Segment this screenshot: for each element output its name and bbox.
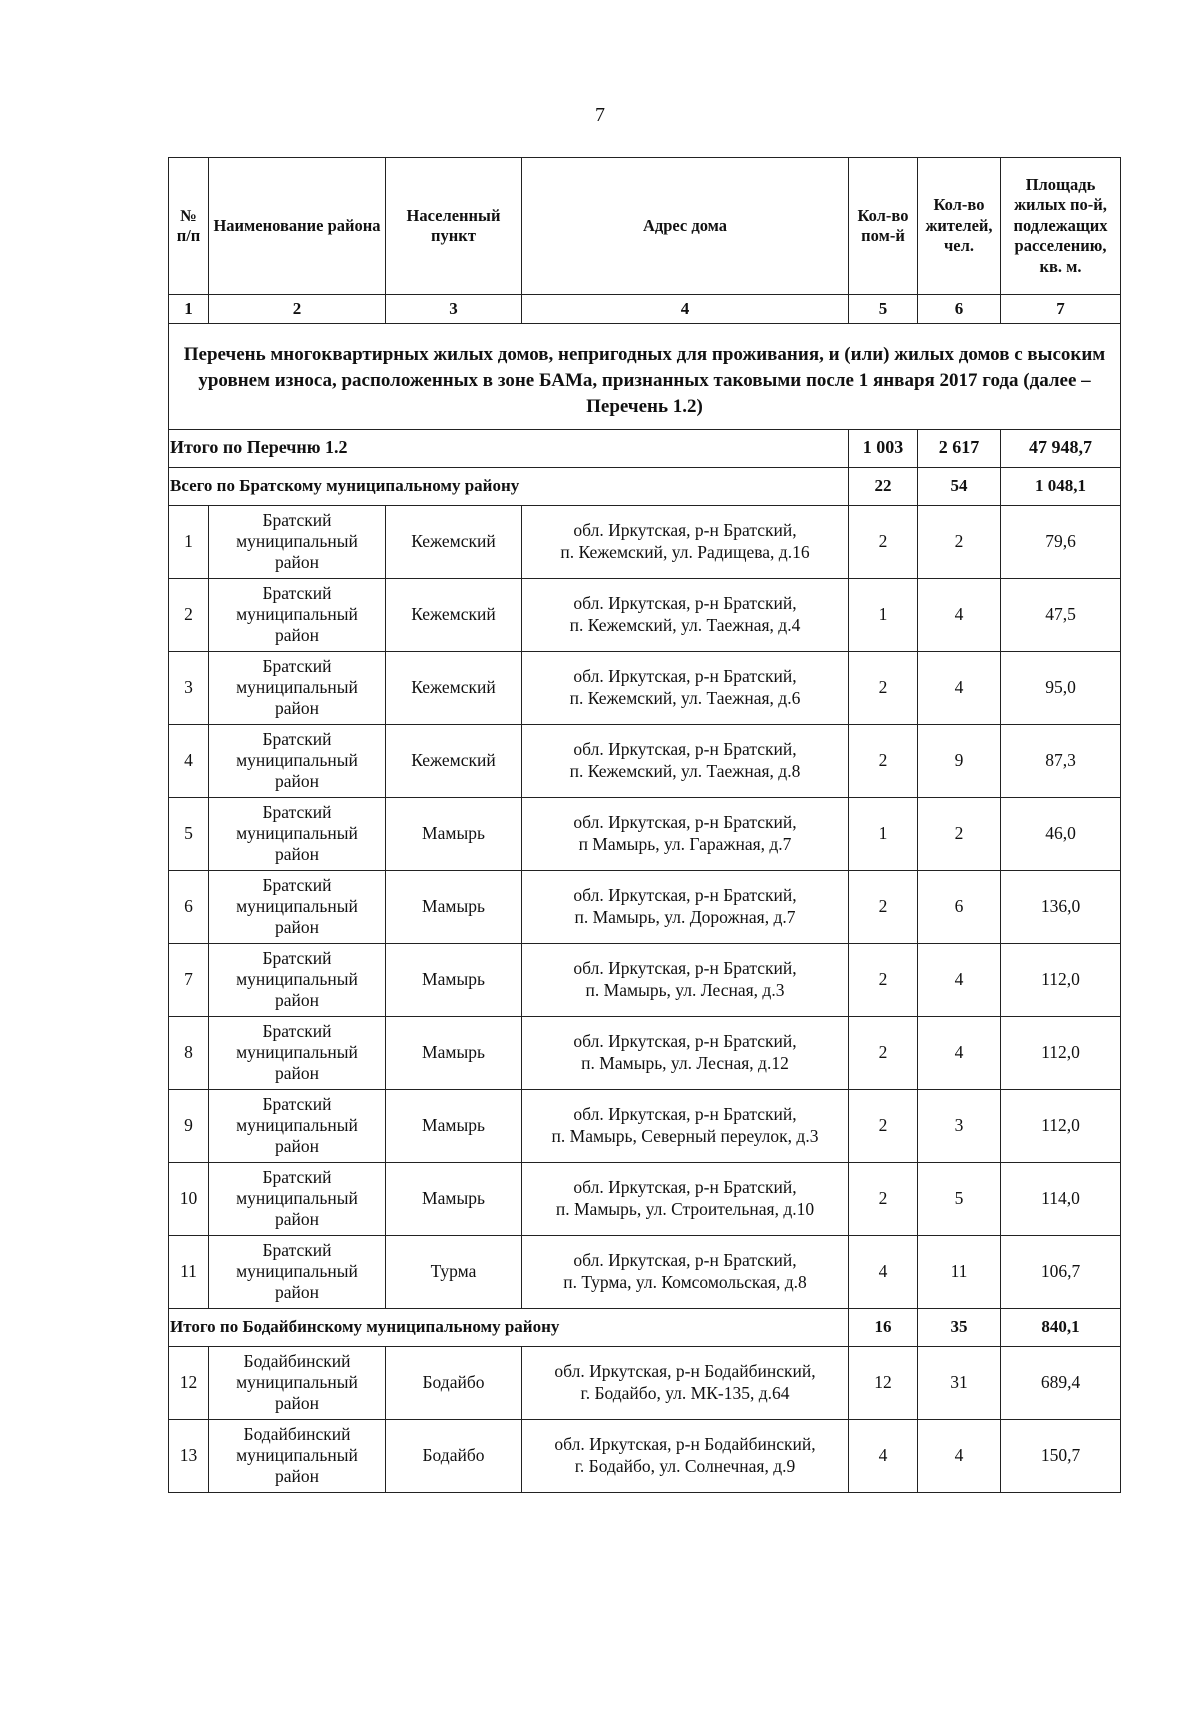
row-address-line: обл. Иркутская, р-н Братский,	[573, 739, 797, 760]
row-rayon-line: район	[275, 1393, 319, 1414]
row-punkt: Мамырь	[386, 943, 522, 1016]
column-number: 4	[522, 295, 849, 324]
row-residents: 2	[918, 505, 1001, 578]
row-area: 112,0	[1001, 1016, 1121, 1089]
housing-table	[168, 157, 1121, 1493]
header-rayon: Наименование района	[209, 158, 386, 295]
header-residents: Кол-во жителей, чел.	[918, 158, 1001, 295]
page-number: 7	[595, 104, 605, 126]
row-address-line: обл. Иркутская, р-н Братский,	[573, 1104, 797, 1125]
row-rayon	[209, 797, 386, 870]
spacer-row	[169, 324, 1121, 337]
row-rayon-line: муниципальный	[236, 1444, 358, 1465]
row-residents: 9	[918, 724, 1001, 797]
row-rayon-line: район	[275, 1136, 319, 1157]
row-address-line: обл. Иркутская, р-н Братский,	[573, 520, 797, 541]
row-punkt: Кежемский	[386, 724, 522, 797]
row-area: 114,0	[1001, 1162, 1121, 1235]
row-residents: 6	[918, 870, 1001, 943]
district-summary-rooms: 16	[849, 1308, 918, 1346]
row-rooms: 2	[849, 1162, 918, 1235]
row-area: 150,7	[1001, 1419, 1121, 1492]
row-number: 2	[169, 578, 209, 651]
row-rayon-line: муниципальный	[236, 1260, 358, 1281]
row-address-line: г. Бодайбо, ул. МК-135, д.64	[580, 1382, 790, 1403]
row-address-line: обл. Иркутская, р-н Братский,	[573, 812, 797, 833]
row-address	[522, 797, 849, 870]
row-rayon-line: Братский	[262, 874, 332, 895]
row-rayon-line: Братский	[262, 728, 332, 749]
table-row	[169, 870, 1121, 943]
row-address-line: обл. Иркутская, р-н Братский,	[573, 885, 797, 906]
row-rayon-line: муниципальный	[236, 1041, 358, 1062]
row-rayon-line: муниципальный	[236, 822, 358, 843]
row-rayon	[209, 578, 386, 651]
row-address	[522, 651, 849, 724]
grand-total-residents: 2 617	[918, 429, 1001, 467]
table-row	[169, 578, 1121, 651]
row-rayon-line: Бодайбинский	[243, 1423, 351, 1444]
row-rayon-line: Братский	[262, 1093, 332, 1114]
row-area: 136,0	[1001, 870, 1121, 943]
row-area: 95,0	[1001, 651, 1121, 724]
row-rayon-line: муниципальный	[236, 968, 358, 989]
row-residents: 4	[918, 578, 1001, 651]
row-address-line: п. Мамырь, ул. Лесная, д.12	[581, 1052, 789, 1073]
table-row	[169, 1419, 1121, 1492]
table-row	[169, 943, 1121, 1016]
district-summary-area: 840,1	[1001, 1308, 1121, 1346]
row-number: 9	[169, 1089, 209, 1162]
row-address-line: обл. Иркутская, р-н Братский,	[573, 1031, 797, 1052]
row-rayon	[209, 1016, 386, 1089]
row-area: 47,5	[1001, 578, 1121, 651]
row-punkt: Кежемский	[386, 505, 522, 578]
table-row	[169, 1346, 1121, 1419]
row-rayon	[209, 870, 386, 943]
row-area: 46,0	[1001, 797, 1121, 870]
row-address-line: обл. Иркутская, р-н Бодайбинский,	[554, 1361, 816, 1382]
table-row	[169, 1162, 1121, 1235]
row-address-line: обл. Иркутская, р-н Бодайбинский,	[554, 1434, 816, 1455]
row-rayon-line: район	[275, 1282, 319, 1303]
district-summary-rooms: 22	[849, 467, 918, 505]
row-number: 3	[169, 651, 209, 724]
row-address	[522, 943, 849, 1016]
row-address	[522, 870, 849, 943]
row-rayon-line: Братский	[262, 801, 332, 822]
row-address	[522, 724, 849, 797]
column-number: 1	[169, 295, 209, 324]
column-number: 6	[918, 295, 1001, 324]
row-rooms: 1	[849, 797, 918, 870]
row-punkt: Кежемский	[386, 651, 522, 724]
row-number: 13	[169, 1419, 209, 1492]
row-punkt: Бодайбо	[386, 1346, 522, 1419]
row-rayon-line: муниципальный	[236, 603, 358, 624]
row-residents: 2	[918, 797, 1001, 870]
row-rayon-line: район	[275, 917, 319, 938]
row-rayon-line: Бодайбинский	[243, 1350, 351, 1371]
row-address-line: обл. Иркутская, р-н Братский,	[573, 1177, 797, 1198]
row-number: 7	[169, 943, 209, 1016]
row-area: 106,7	[1001, 1235, 1121, 1308]
district-summary-row	[169, 467, 1121, 505]
header-area: Площадь жилых по-й, подлежащих расселению, кв. м.	[1001, 158, 1121, 295]
row-number: 8	[169, 1016, 209, 1089]
row-address	[522, 505, 849, 578]
row-address-line: п. Турма, ул. Комсомольская, д.8	[563, 1271, 807, 1292]
row-rayon-line: Братский	[262, 655, 332, 676]
row-rooms: 2	[849, 724, 918, 797]
row-rayon-line: район	[275, 1209, 319, 1230]
row-address	[522, 1235, 849, 1308]
row-punkt: Мамырь	[386, 870, 522, 943]
district-summary-label: Итого по Бодайбинскому муниципальному району	[169, 1308, 849, 1346]
row-rayon-line: муниципальный	[236, 1114, 358, 1135]
row-rooms: 2	[849, 943, 918, 1016]
row-rayon	[209, 505, 386, 578]
row-address-line: п. Мамырь, Северный переулок, д.3	[551, 1125, 819, 1146]
row-number: 1	[169, 505, 209, 578]
row-punkt: Мамырь	[386, 797, 522, 870]
row-rayon-line: муниципальный	[236, 895, 358, 916]
row-address-line: обл. Иркутская, р-н Братский,	[573, 666, 797, 687]
row-rayon-line: Братский	[262, 1166, 332, 1187]
row-rayon-line: муниципальный	[236, 530, 358, 551]
row-punkt: Кежемский	[386, 578, 522, 651]
row-rayon	[209, 1235, 386, 1308]
row-rayon	[209, 1346, 386, 1419]
section-title-row	[169, 336, 1121, 429]
row-rooms: 1	[849, 578, 918, 651]
section-title: Перечень многоквартирных жилых домов, непригодных для проживания, и (или) жилых домов с высоким уровнем износа, расположенных в зоне БАМа, признанных таковыми после 1 января 2017 года (далее – Перечень 1.2)	[169, 336, 1121, 429]
column-numbers-row	[169, 295, 1121, 324]
row-punkt: Мамырь	[386, 1016, 522, 1089]
row-rooms: 2	[849, 870, 918, 943]
header-rooms: Кол-во пом-й	[849, 158, 918, 295]
row-rayon	[209, 724, 386, 797]
row-rayon-line: район	[275, 698, 319, 719]
district-summary-row	[169, 1308, 1121, 1346]
row-address	[522, 1162, 849, 1235]
row-rayon	[209, 1162, 386, 1235]
row-rayon	[209, 943, 386, 1016]
row-rayon-line: район	[275, 1466, 319, 1487]
row-number: 12	[169, 1346, 209, 1419]
row-number: 4	[169, 724, 209, 797]
row-rayon-line: район	[275, 990, 319, 1011]
row-rooms: 12	[849, 1346, 918, 1419]
column-number: 3	[386, 295, 522, 324]
row-rayon-line: Братский	[262, 582, 332, 603]
row-address	[522, 578, 849, 651]
header-row	[169, 158, 1121, 295]
row-rayon-line: район	[275, 771, 319, 792]
row-rayon-line: Братский	[262, 509, 332, 530]
header-punkt: Населенный пункт	[386, 158, 522, 295]
row-address-line: п. Мамырь, ул. Строительная, д.10	[555, 1198, 815, 1219]
row-rayon	[209, 1419, 386, 1492]
table-row	[169, 724, 1121, 797]
row-rayon-line: муниципальный	[236, 749, 358, 770]
row-rayon-line: Братский	[262, 1239, 332, 1260]
row-residents: 4	[918, 943, 1001, 1016]
row-address-line: п. Мамырь, ул. Дорожная, д.7	[574, 906, 796, 927]
row-residents: 5	[918, 1162, 1001, 1235]
row-residents: 31	[918, 1346, 1001, 1419]
column-number: 7	[1001, 295, 1121, 324]
row-rayon	[209, 651, 386, 724]
row-number: 5	[169, 797, 209, 870]
row-rayon	[209, 1089, 386, 1162]
row-address	[522, 1089, 849, 1162]
row-rooms: 2	[849, 505, 918, 578]
district-summary-residents: 54	[918, 467, 1001, 505]
row-rayon-line: муниципальный	[236, 676, 358, 697]
row-address-line: обл. Иркутская, р-н Братский,	[573, 958, 797, 979]
table-row	[169, 505, 1121, 578]
district-summary-area: 1 048,1	[1001, 467, 1121, 505]
row-address	[522, 1346, 849, 1419]
row-address-line: п. Кежемский, ул. Таежная, д.6	[569, 687, 801, 708]
table-row	[169, 797, 1121, 870]
row-rayon-line: район	[275, 844, 319, 865]
row-area: 689,4	[1001, 1346, 1121, 1419]
row-rayon-line: район	[275, 1063, 319, 1084]
row-address-line: обл. Иркутская, р-н Братский,	[573, 593, 797, 614]
row-residents: 4	[918, 1419, 1001, 1492]
row-residents: 4	[918, 1016, 1001, 1089]
column-number: 5	[849, 295, 918, 324]
grand-total-area: 47 948,7	[1001, 429, 1121, 467]
row-rayon-line: муниципальный	[236, 1371, 358, 1392]
row-rooms: 2	[849, 1089, 918, 1162]
row-address	[522, 1016, 849, 1089]
row-address-line: п. Мамырь, ул. Лесная, д.3	[585, 979, 785, 1000]
district-summary-residents: 35	[918, 1308, 1001, 1346]
table-row	[169, 1235, 1121, 1308]
row-rooms: 2	[849, 651, 918, 724]
row-rayon-line: Братский	[262, 1020, 332, 1041]
header-number: № п/п	[169, 158, 209, 295]
row-residents: 4	[918, 651, 1001, 724]
row-address	[522, 1419, 849, 1492]
row-number: 10	[169, 1162, 209, 1235]
table-row	[169, 1016, 1121, 1089]
grand-total-rooms: 1 003	[849, 429, 918, 467]
column-number: 2	[209, 295, 386, 324]
row-residents: 3	[918, 1089, 1001, 1162]
grand-total-row	[169, 429, 1121, 467]
row-rooms: 4	[849, 1235, 918, 1308]
row-number: 6	[169, 870, 209, 943]
table-row	[169, 1089, 1121, 1162]
header-address: Адрес дома	[522, 158, 849, 295]
grand-total-label: Итого по Перечню 1.2	[169, 429, 849, 467]
row-punkt: Бодайбо	[386, 1419, 522, 1492]
row-area: 112,0	[1001, 1089, 1121, 1162]
district-summary-label: Всего по Братскому муниципальному району	[169, 467, 849, 505]
row-punkt: Турма	[386, 1235, 522, 1308]
spacer-cell	[169, 324, 1121, 337]
row-rooms: 4	[849, 1419, 918, 1492]
row-address-line: п. Кежемский, ул. Таежная, д.8	[569, 760, 801, 781]
row-area: 112,0	[1001, 943, 1121, 1016]
table-row	[169, 651, 1121, 724]
row-rooms: 2	[849, 1016, 918, 1089]
row-address-line: обл. Иркутская, р-н Братский,	[573, 1250, 797, 1271]
row-area: 87,3	[1001, 724, 1121, 797]
row-area: 79,6	[1001, 505, 1121, 578]
row-rayon-line: Братский	[262, 947, 332, 968]
row-punkt: Мамырь	[386, 1162, 522, 1235]
row-address-line: п Мамырь, ул. Гаражная, д.7	[578, 833, 792, 854]
row-residents: 11	[918, 1235, 1001, 1308]
row-rayon-line: район	[275, 552, 319, 573]
row-rayon-line: район	[275, 625, 319, 646]
row-address-line: п. Кежемский, ул. Радищева, д.16	[560, 541, 810, 562]
row-punkt: Мамырь	[386, 1089, 522, 1162]
row-address-line: п. Кежемский, ул. Таежная, д.4	[569, 614, 801, 635]
row-number: 11	[169, 1235, 209, 1308]
row-address-line: г. Бодайбо, ул. Солнечная, д.9	[574, 1455, 796, 1476]
row-rayon-line: муниципальный	[236, 1187, 358, 1208]
